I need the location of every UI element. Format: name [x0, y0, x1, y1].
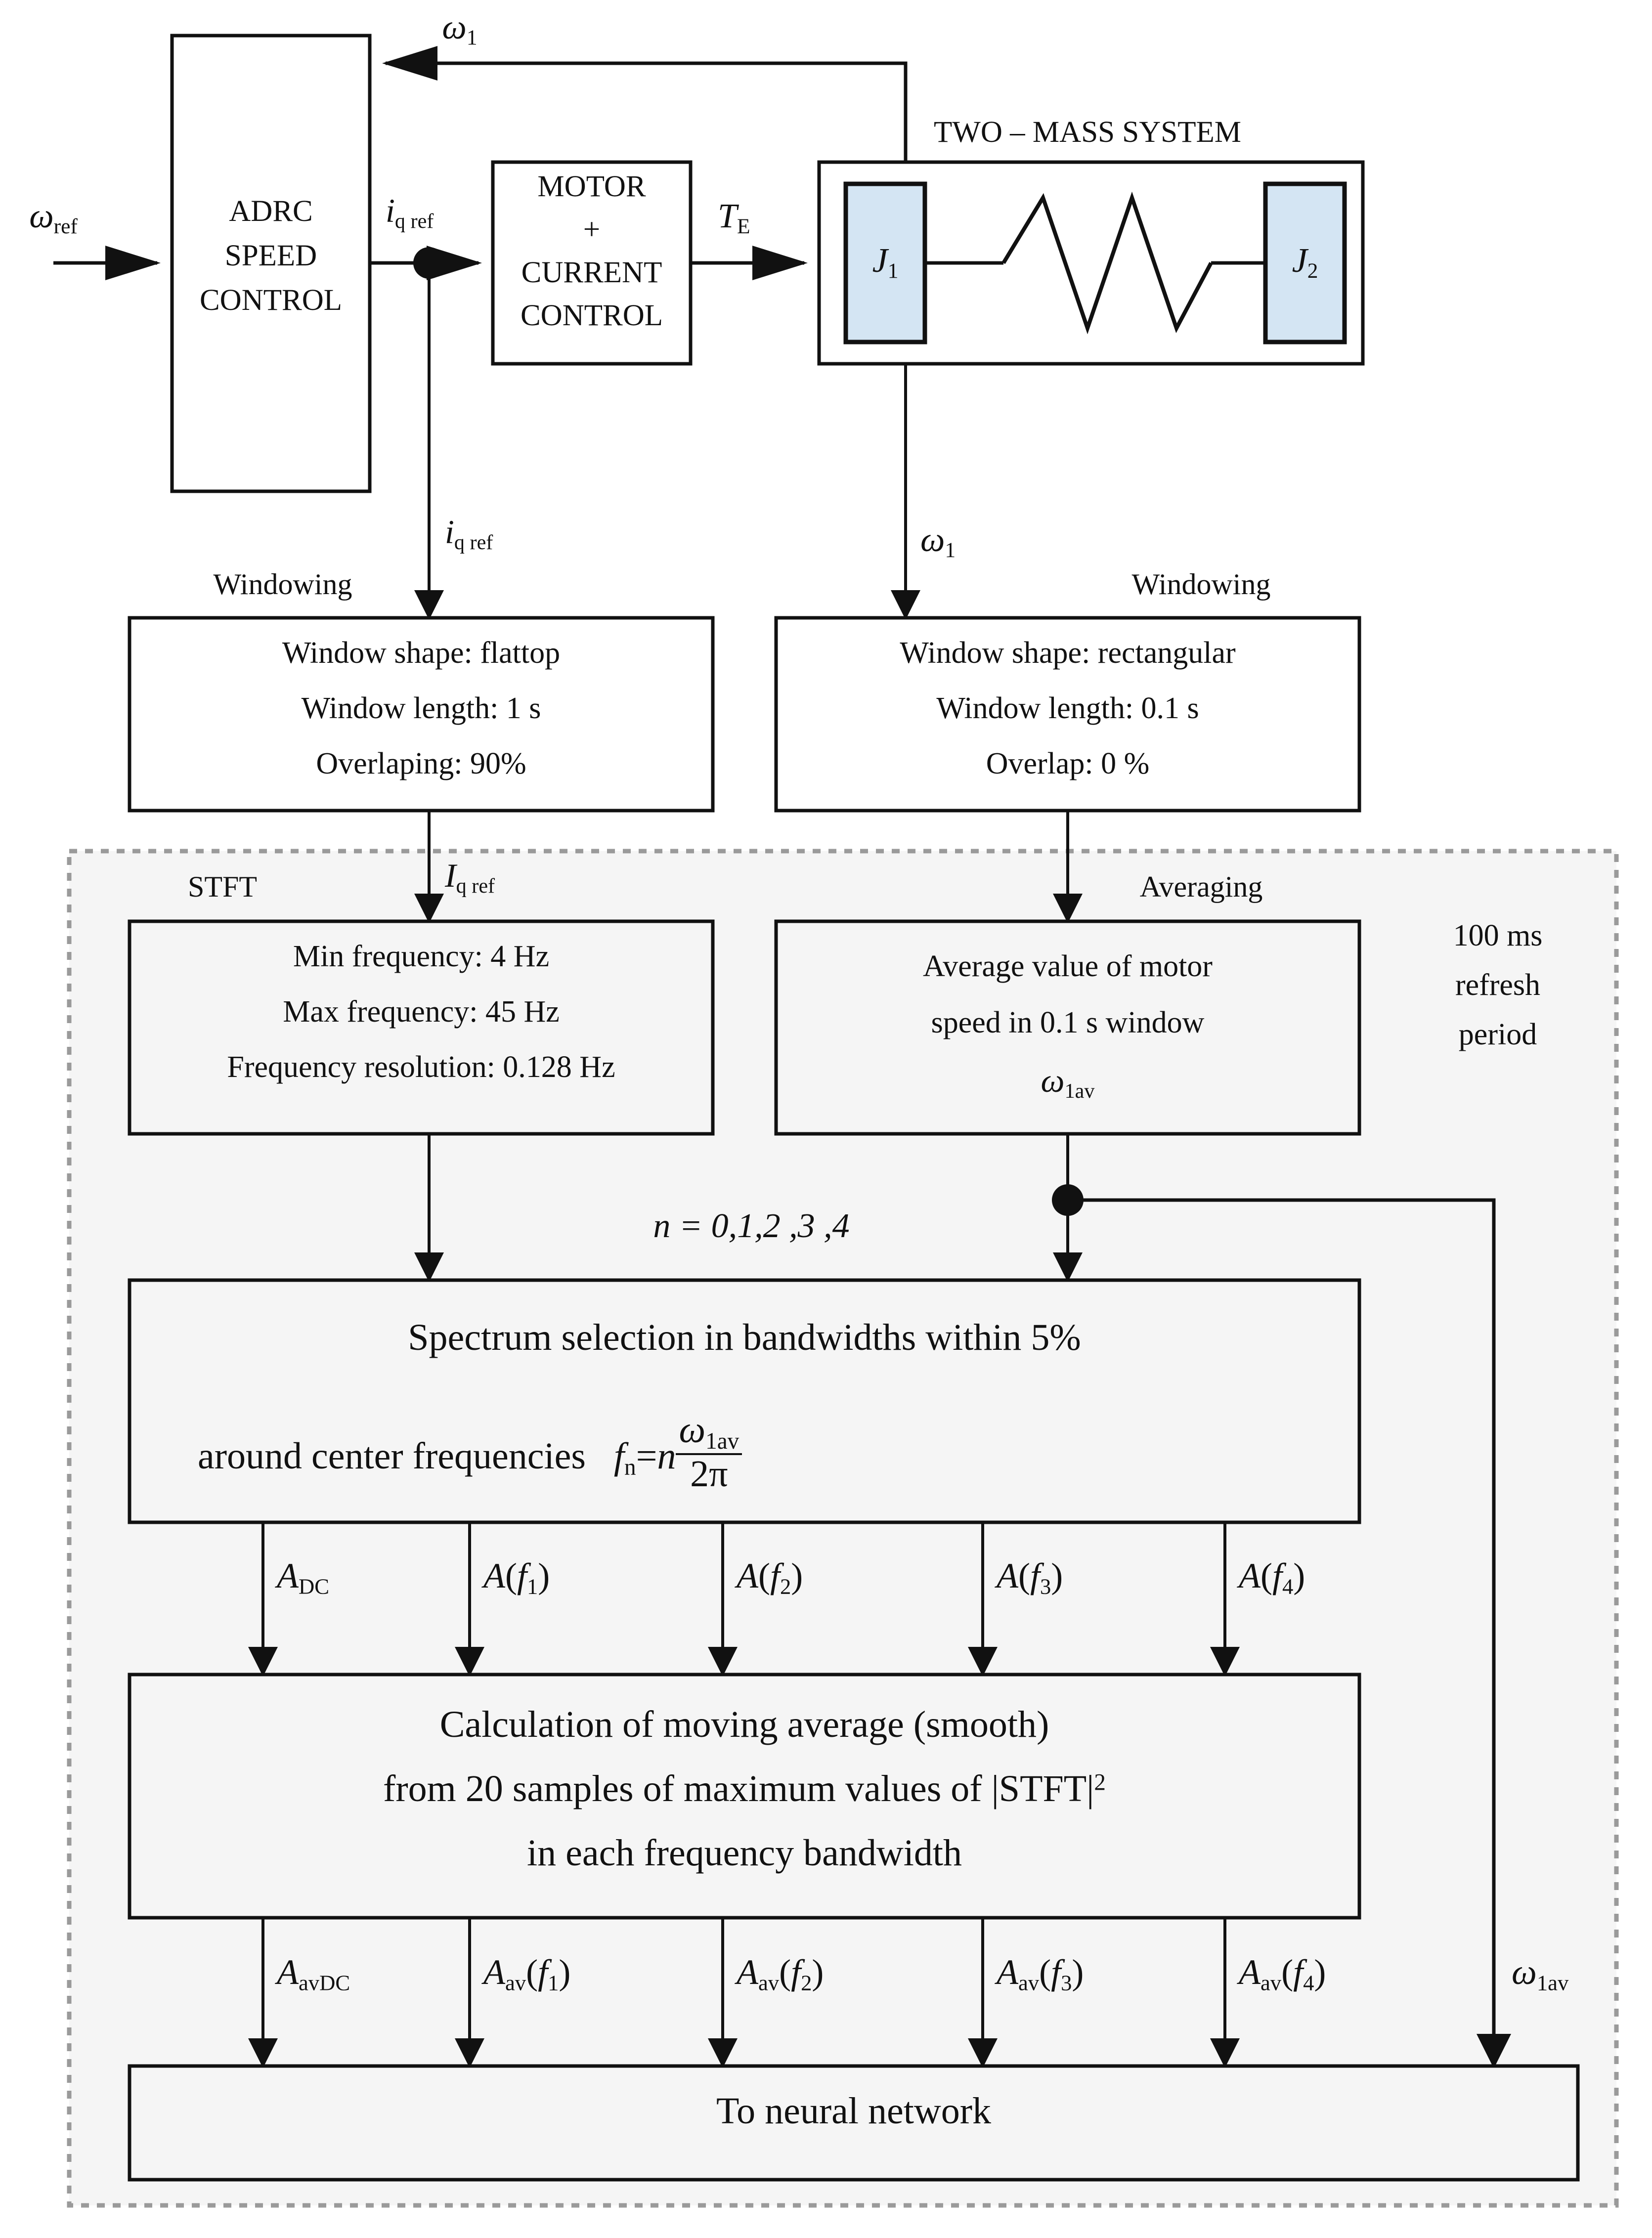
moving-average-line3: in each frequency bandwidth [527, 1832, 962, 1874]
spectrum-output-label-4: $A(f_4)$ [1239, 1556, 1305, 1599]
motor-line4: CONTROL [520, 299, 663, 332]
adrc-line2: SPEED [224, 239, 317, 272]
average-output-label-3: $A_{av}(f_3)$ [997, 1952, 1084, 1995]
moving-average-line1: Calculation of moving average (smooth) [439, 1704, 1049, 1745]
windowing-right-caption: Windowing [1131, 568, 1271, 601]
averaging-line1: Average value of motor [923, 949, 1213, 983]
average-output-label-1: $A_{av}(f_1)$ [483, 1952, 571, 1995]
Iq-ref-stft-label: $I_{q ref}$ [445, 857, 495, 898]
refresh-note-line2: refresh [1455, 968, 1541, 1002]
average-output-label-4: $A_{av}(f_4)$ [1239, 1952, 1326, 1995]
refresh-note-line1: 100 ms [1453, 919, 1543, 952]
inertia-j1-label: $J_1$ [872, 242, 899, 283]
moving-average-line2-text: from 20 samples of maximum values of |STFT| [383, 1768, 1094, 1809]
windowing-left-caption: Windowing [213, 568, 352, 601]
averaging-line2: speed in 0.1 s window [931, 1006, 1205, 1039]
neural-network-label: To neural network [716, 2090, 992, 2132]
omega1av-right-label: $\omega_{1av}$ [1512, 1952, 1569, 1995]
averaging-symbol: $\omega_{1av}$ [1041, 1062, 1095, 1103]
refresh-note-line3: period [1458, 1018, 1537, 1051]
windowing-right-line2: Window length: 0.1 s [936, 691, 1199, 725]
spectrum-output-label-0: $A_{DC}$ [277, 1556, 329, 1599]
windowing-right-line3: Overlap: 0 % [986, 747, 1150, 780]
motor-line1: MOTOR [537, 170, 646, 203]
torque-label: $T_E$ [718, 197, 750, 239]
iq-ref-down-label: $i_{q ref}$ [445, 513, 493, 554]
moving-average-line2 [383, 1768, 1106, 1809]
stft-line2: Max frequency: 45 Hz [283, 995, 560, 1029]
two-mass-title: TWO – MASS SYSTEM [934, 116, 1241, 149]
averaging-caption: Averaging [1139, 870, 1263, 903]
motor-line3: CURRENT [521, 256, 662, 289]
stft-line1: Min frequency: 4 Hz [293, 940, 550, 973]
spectrum-output-label-2: $A(f_2)$ [737, 1556, 803, 1599]
spring-icon [1003, 198, 1211, 328]
windowing-left-line2: Window length: 1 s [301, 691, 541, 725]
spectrum-selection-line1: Spectrum selection in bandwidths within 5% [408, 1317, 1081, 1358]
windowing-left-line1: Window shape: flattop [282, 636, 561, 670]
stft-caption: STFT [187, 870, 258, 903]
adrc-line3: CONTROL [199, 284, 343, 317]
spectrum-output-label-3: $A(f_3)$ [997, 1556, 1063, 1599]
windowing-left-line3: Overlaping: 90% [316, 747, 526, 780]
adrc-line1: ADRC [229, 195, 313, 228]
windowing-right-line1: Window shape: rectangular [900, 636, 1236, 670]
motor-line2: + [583, 213, 601, 246]
spectrum-selection-formula: $f_n=n$ $\frac{\omega_{1av}}{2\pi}$ [614, 1435, 742, 1477]
stft-line3: Frequency resolution: 0.128 Hz [227, 1050, 615, 1084]
n-values-label: n = 0,1,2 ,3 ,4 [653, 1207, 850, 1245]
omega1-top-label: $\omega_1$ [442, 8, 478, 50]
moving-average-line2-sup: 2 [1094, 1769, 1106, 1796]
omega-ref-label: $\omega_{ref}$ [29, 197, 78, 239]
omega1-down-label: $\omega_1$ [920, 521, 956, 562]
omega1-feedback-path [386, 63, 906, 162]
iq-ref-out-label: $i_{q ref}$ [386, 192, 434, 233]
average-output-label-2: $A_{av}(f_2)$ [737, 1952, 824, 1995]
spectrum-selection-line2 [198, 1411, 742, 1493]
spectrum-output-label-1: $A(f_1)$ [483, 1556, 550, 1599]
average-output-label-0: $A_{avDC}$ [277, 1952, 350, 1995]
spectrum-selection-line2-text: around center frequencies [198, 1435, 586, 1477]
inertia-j2-label: $J_2$ [1292, 242, 1318, 283]
